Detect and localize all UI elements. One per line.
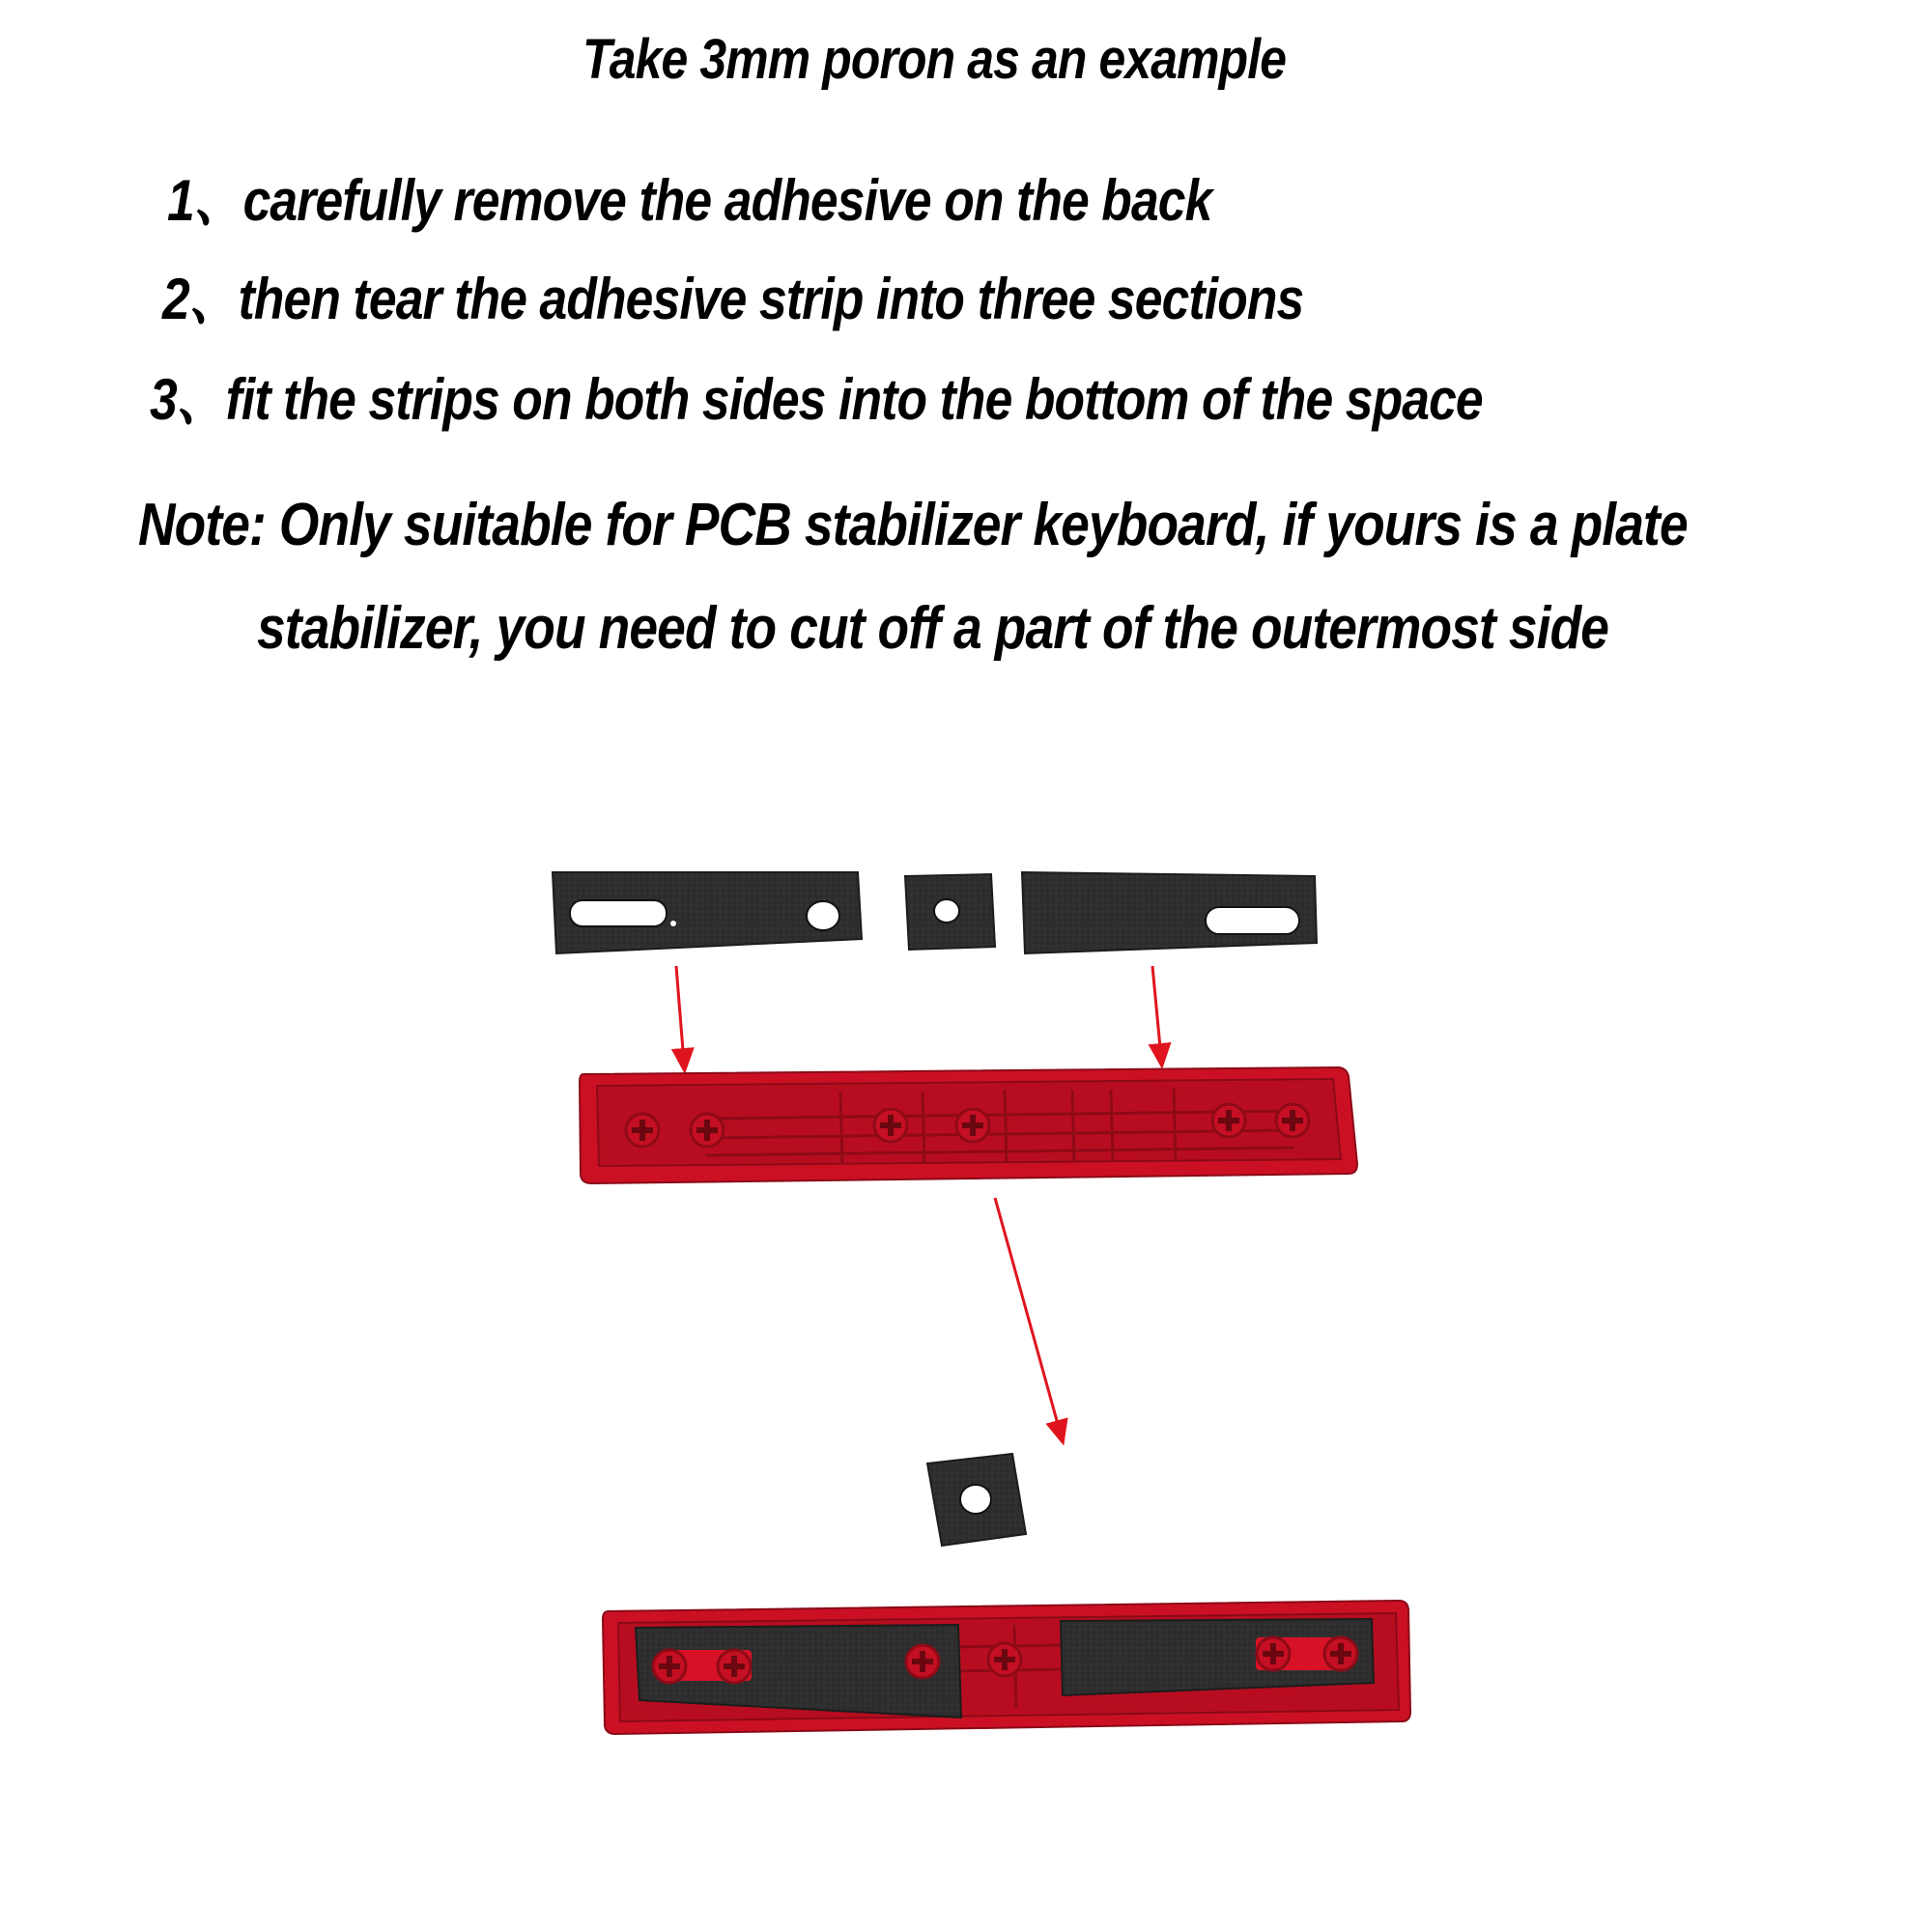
- red-arrow-icon: [1152, 966, 1161, 1058]
- step-2: 2、then tear the adhesive strip into three sections: [162, 267, 1304, 331]
- step-1: 1、carefully remove the adhesive on the back: [167, 168, 1212, 233]
- note-line-2: stabilizer, you need to cut off a part of the outermost side: [257, 595, 1609, 662]
- step-3: 3、fit the strips on both sides into the bottom of the space: [150, 367, 1483, 432]
- foam-square-loose: [927, 1454, 1026, 1546]
- foam-square-top: [905, 874, 995, 950]
- keycap-empty: [580, 1067, 1357, 1183]
- red-arrow-icon: [995, 1198, 1061, 1435]
- page-title: Take 3mm poron as an example: [582, 28, 1287, 91]
- keycap-assembled: [603, 1601, 1410, 1734]
- foam-strip-left: [553, 872, 862, 953]
- foam-strip-right: [1022, 872, 1317, 953]
- red-arrow-icon: [676, 966, 684, 1063]
- note-line-1: Note: Only suitable for PCB stabilizer keyboard, if yours is a plate: [138, 492, 1688, 558]
